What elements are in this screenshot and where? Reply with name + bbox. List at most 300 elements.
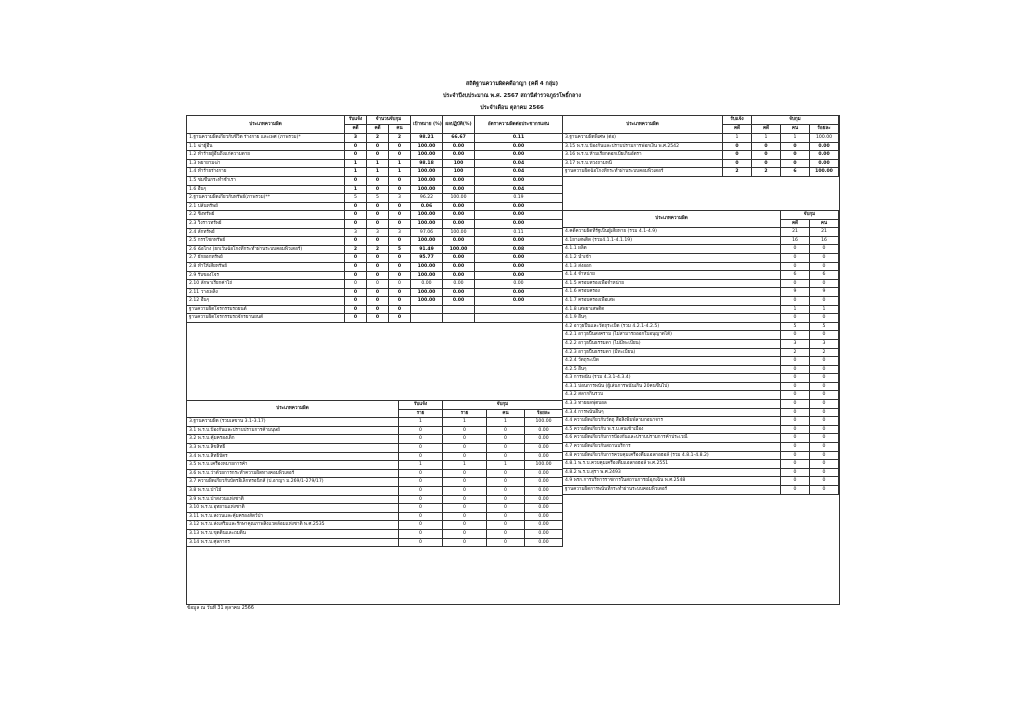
table-row xyxy=(563,151,839,160)
cell-value: 0 xyxy=(345,202,367,211)
col-header-target: เป้าหมาย (%) xyxy=(411,116,443,134)
cell-value: 100.00 xyxy=(411,271,443,280)
table-row xyxy=(187,159,563,168)
cell-value: 0 xyxy=(389,211,411,220)
cell-value: 0 xyxy=(367,314,389,323)
cell-value: 0 xyxy=(810,331,839,340)
table-row xyxy=(563,365,839,374)
cell-value: 2 xyxy=(723,168,752,177)
row-label: 3.17 พ.ร.บ.ทวงถามหนี้ xyxy=(563,159,723,168)
row-label: ฐานความผิดโจรกรรมรถจักรยานยนต์ xyxy=(187,314,345,323)
cell-value: 0 xyxy=(389,314,411,323)
cell-value: 3 xyxy=(781,339,810,348)
cell-value: 0 xyxy=(781,374,810,383)
cell-value: 3 xyxy=(367,228,389,237)
cell-value: 0 xyxy=(389,297,411,306)
cell-value: 100.00 xyxy=(443,245,475,254)
table-row xyxy=(563,408,839,417)
cell-value: 0 xyxy=(810,425,839,434)
row-label: 3.14 พ.ร.บ.ศุลกากร xyxy=(187,538,399,547)
row-label: 1.4 ทำร้ายร่างกาย xyxy=(187,168,345,177)
cell-value: 0 xyxy=(399,486,443,495)
table-row xyxy=(187,461,563,470)
row-label: 2.1 ปล้นทรัพย์ xyxy=(187,202,345,211)
cell-value: 0 xyxy=(443,529,487,538)
row-label: 4.9 พรก.การบริหารราชการในสถานการณ์ฉุกเฉิน พ.ศ.2548 xyxy=(563,477,781,486)
cell-value: 0.00 xyxy=(525,495,563,504)
table-row xyxy=(187,504,563,513)
table-row xyxy=(187,245,563,254)
cell-value: 0.00 xyxy=(525,478,563,487)
table-row xyxy=(187,478,563,487)
cell-value: 6 xyxy=(781,271,810,280)
table-row xyxy=(187,185,563,194)
table-row xyxy=(187,486,563,495)
cell-value: 100.00 xyxy=(443,194,475,203)
cell-value: 0 xyxy=(443,512,487,521)
table-row xyxy=(563,296,839,305)
cell-value: 1 xyxy=(345,185,367,194)
cell-value: 0.00 xyxy=(443,237,475,246)
row-label: 4.3.1 บ่อนการพนัน (ผู้เล่นการพนันเกิน 20คนขึ้นไป) xyxy=(563,382,781,391)
cell-value: 0.00 xyxy=(525,443,563,452)
cell-value: 1 xyxy=(781,134,810,143)
col-header-cases: คดี xyxy=(723,125,752,134)
cell-value: 0 xyxy=(345,142,367,151)
cell-value: 0 xyxy=(345,237,367,246)
report-period: ประจำเดือน ตุลาคม 2566 xyxy=(480,105,544,111)
cell-value: 0 xyxy=(781,279,810,288)
row-label: 3.1 พ.ร.บ.ป้องกันและปราบปรามการค้ามนุษย์ xyxy=(187,426,399,435)
cell-value: 0 xyxy=(487,435,525,444)
cell-value: 0 xyxy=(367,219,389,228)
cell-value: 0 xyxy=(399,521,443,530)
cell-value: 0.00 xyxy=(443,151,475,160)
table-row xyxy=(563,236,839,245)
cell-value: 100.00 xyxy=(525,461,563,470)
cell-value: 0 xyxy=(389,185,411,194)
table-row xyxy=(187,228,563,237)
cell-value: 0 xyxy=(367,151,389,160)
cell-value: 0.00 xyxy=(475,142,563,151)
cell-value: 0 xyxy=(389,202,411,211)
cell-value: 0 xyxy=(367,211,389,220)
table-row xyxy=(187,176,563,185)
col-header-item: ราย xyxy=(399,409,443,418)
table-row xyxy=(187,288,563,297)
table-row xyxy=(563,339,839,348)
cell-value: 0.00 xyxy=(475,297,563,306)
row-label: 4.2 อาวุธปืนและวัตถุระเบิด (รวม 4.2.1-4.2.5) xyxy=(563,322,781,331)
cell-value: 0 xyxy=(389,219,411,228)
col-header-received: รับแจ้ง xyxy=(399,401,443,410)
table-row xyxy=(563,134,839,143)
cell-value: 0 xyxy=(781,382,810,391)
table-row xyxy=(187,512,563,521)
row-label: 3.6 พ.ร.บ.ว่าด้วยการกระทำความผิดทางคอมพิวเตอร์ xyxy=(187,469,399,478)
cell-value: 2 xyxy=(389,134,411,143)
row-label: 2.4 ลักทรัพย์ xyxy=(187,228,345,237)
row-label: 3.5 พ.ร.บ.เครื่องหมายการค้า xyxy=(187,461,399,470)
table-row xyxy=(563,314,839,323)
cell-value: 100.00 xyxy=(443,228,475,237)
cell-value: 100.00 xyxy=(411,185,443,194)
row-label: 4.1.4 จำหน่าย xyxy=(563,271,781,280)
cell-value: 1 xyxy=(752,134,781,143)
row-label: 2.8 ทำให้เสียทรัพย์ xyxy=(187,262,345,271)
table-row xyxy=(187,142,563,151)
cell-value: 0 xyxy=(443,495,487,504)
cell-value: 0.00 xyxy=(443,211,475,220)
cell-value xyxy=(411,305,443,314)
table-row xyxy=(187,168,563,177)
cell-value: 0 xyxy=(367,142,389,151)
cell-value: 0 xyxy=(487,426,525,435)
cell-value: 0.00 xyxy=(443,202,475,211)
col-header-type: ประเภทความผิด xyxy=(187,116,345,134)
cell-value: 0.06 xyxy=(411,202,443,211)
cell-value: 1 xyxy=(367,159,389,168)
cell-value: 0 xyxy=(487,512,525,521)
row-label: 3.4 พ.ร.บ.สิทธิบัตร xyxy=(187,452,399,461)
cell-value: 0 xyxy=(752,159,781,168)
cell-value: 0.00 xyxy=(525,486,563,495)
cell-value: 0 xyxy=(367,305,389,314)
table-row xyxy=(563,425,839,434)
cell-value: 0 xyxy=(389,305,411,314)
table-row xyxy=(187,435,563,444)
cell-value: 2 xyxy=(345,245,367,254)
cell-value: 0 xyxy=(781,142,810,151)
cell-value: 0 xyxy=(367,288,389,297)
table-row xyxy=(563,400,839,409)
cell-value: 5 xyxy=(810,322,839,331)
cell-value: 100.00 xyxy=(525,418,563,427)
row-label: 3.11 พ.ร.บ.สงวนและคุ้มครองสัตว์ป่า xyxy=(187,512,399,521)
cell-value: 0 xyxy=(781,245,810,254)
row-label: 1.5 ข่มขืนกระทำชำเรา xyxy=(187,176,345,185)
row-label: ฐานความผิดการพนันที่กระทำผ่านระบบคอมพิวเตอร์ xyxy=(563,486,781,495)
cell-value: 0 xyxy=(389,271,411,280)
table-row xyxy=(563,391,839,400)
col-header-cases-2: คดี xyxy=(367,125,389,134)
cell-value: 1 xyxy=(443,461,487,470)
cell-value: 0 xyxy=(487,469,525,478)
cell-value: 0 xyxy=(389,254,411,263)
cell-value: 0 xyxy=(487,538,525,547)
cell-value: 1 xyxy=(781,305,810,314)
cell-value: 0 xyxy=(781,451,810,460)
cell-value: 0 xyxy=(810,279,839,288)
cell-value: 100.00 xyxy=(411,237,443,246)
cell-value: 0.08 xyxy=(475,245,563,254)
table-row xyxy=(187,202,563,211)
col-header-cases: คดี xyxy=(345,125,367,134)
row-label: 1.1 ฆ่าผู้อื่น xyxy=(187,142,345,151)
cell-value: 3 xyxy=(345,228,367,237)
cell-value: 0 xyxy=(810,314,839,323)
col-header-item-2: ราย xyxy=(443,409,487,418)
cell-value: 0 xyxy=(367,254,389,263)
cell-value: 0.04 xyxy=(475,159,563,168)
cell-value: 0.00 xyxy=(525,521,563,530)
cell-value xyxy=(475,305,563,314)
row-label: 4.1.9 อื่นๆ xyxy=(563,314,781,323)
cell-value: 0.00 xyxy=(443,142,475,151)
table-row xyxy=(187,237,563,246)
cell-value: 0.00 xyxy=(475,176,563,185)
cell-value: 0.00 xyxy=(810,142,839,151)
cell-value: 0 xyxy=(781,253,810,262)
col-header-arrest: จับกุม xyxy=(752,116,839,125)
col-header-count: จำนวนจับกุม xyxy=(367,116,411,125)
row-label: 3.3 พ.ร.บ.ลิขสิทธิ์ xyxy=(187,443,399,452)
cell-value: 0 xyxy=(487,495,525,504)
cell-value: 0 xyxy=(810,434,839,443)
cell-value: 0 xyxy=(810,374,839,383)
table-row xyxy=(563,460,839,469)
cell-value: 95.77 xyxy=(411,254,443,263)
table-row xyxy=(187,271,563,280)
cell-value: 0 xyxy=(389,151,411,160)
cell-value: 0 xyxy=(781,425,810,434)
cell-value: 66.67 xyxy=(443,134,475,143)
table-row xyxy=(187,151,563,160)
right-top-table xyxy=(562,115,839,177)
cell-value: 0 xyxy=(367,297,389,306)
col-header-result: ผลปฏิบัติ(%) xyxy=(443,116,475,134)
cell-value: 0.00 xyxy=(475,280,563,289)
cell-value: 1 xyxy=(389,168,411,177)
cell-value: 0.00 xyxy=(525,435,563,444)
table-row xyxy=(187,194,563,203)
cell-value: 0 xyxy=(443,478,487,487)
row-label: 3.10 พ.ร.บ.อุทยานแห่งชาติ xyxy=(187,504,399,513)
cell-value: 100 xyxy=(443,168,475,177)
row-label: ฐานความผิดโจรกรรมรถยนต์ xyxy=(187,305,345,314)
cell-value: 0 xyxy=(781,357,810,366)
cell-value: 1 xyxy=(723,134,752,143)
cell-value: 0 xyxy=(399,443,443,452)
cell-value: 0 xyxy=(781,296,810,305)
row-label: 4.8 ความผิดเกี่ยวกับการควบคุมเครื่องดื่มแอลกอฮอล์ (รวม 4.8.1-4.8.2) xyxy=(563,451,781,460)
cell-value: 6 xyxy=(810,271,839,280)
cell-value: 0 xyxy=(399,469,443,478)
cell-value: 0 xyxy=(781,434,810,443)
row-label: 4.1.2 นำเข้า xyxy=(563,253,781,262)
cell-value: 1 xyxy=(487,461,525,470)
row-label: 4.1.3 ส่งออก xyxy=(563,262,781,271)
cell-value: 0 xyxy=(345,176,367,185)
row-label: 3.16 พ.ร.บ.ห้ามเรียกดอกเบี้ยเกินอัตรา xyxy=(563,151,723,160)
table-row xyxy=(187,314,563,323)
left-bottom-table xyxy=(186,400,563,547)
row-label: 3.ฐานความผิดพิเศษ (ต่อ) xyxy=(563,134,723,143)
cell-value: 0.00 xyxy=(475,237,563,246)
table-row xyxy=(563,477,839,486)
cell-value: 0 xyxy=(810,245,839,254)
cell-value: 0 xyxy=(399,495,443,504)
cell-value: 0 xyxy=(810,417,839,426)
cell-value: 0 xyxy=(810,486,839,495)
cell-value: 0.00 xyxy=(475,211,563,220)
cell-value: 0 xyxy=(345,262,367,271)
row-label: 2.9 รับของโจร xyxy=(187,271,345,280)
cell-value: 98.18 xyxy=(411,159,443,168)
cell-value: 100.00 xyxy=(411,211,443,220)
cell-value: 1 xyxy=(443,418,487,427)
table-row xyxy=(187,538,563,547)
row-label: 4.7 ความผิดเกี่ยวกับสถานบริการ xyxy=(563,443,781,452)
table-row xyxy=(187,262,563,271)
cell-value: 0 xyxy=(345,297,367,306)
table-row xyxy=(563,374,839,383)
table-row xyxy=(187,521,563,530)
cell-value: 1 xyxy=(345,168,367,177)
cell-value: 0 xyxy=(389,237,411,246)
cell-value: 1 xyxy=(487,418,525,427)
cell-value: 0 xyxy=(810,296,839,305)
cell-value: 0.00 xyxy=(475,262,563,271)
table-row xyxy=(187,469,563,478)
cell-value: 0 xyxy=(389,280,411,289)
table-row xyxy=(187,280,563,289)
row-label: 2.5 กรรโชกทรัพย์ xyxy=(187,237,345,246)
cell-value xyxy=(443,305,475,314)
col-header-cases: คดี xyxy=(781,219,810,228)
cell-value: 100.00 xyxy=(411,288,443,297)
col-header-type: ประเภทความผิด xyxy=(563,116,723,134)
cell-value: 0 xyxy=(345,254,367,263)
cell-value: 100.00 xyxy=(411,176,443,185)
cell-value: 0 xyxy=(367,280,389,289)
cell-value: 98.21 xyxy=(411,134,443,143)
cell-value: 100 xyxy=(443,159,475,168)
cell-value: 0.00 xyxy=(443,176,475,185)
cell-value: 0 xyxy=(781,365,810,374)
table-row xyxy=(187,452,563,461)
cell-value: 0 xyxy=(389,142,411,151)
cell-value: 1 xyxy=(399,418,443,427)
cell-value: 21 xyxy=(810,228,839,237)
table-row xyxy=(563,443,839,452)
cell-value: 0 xyxy=(810,262,839,271)
cell-value: 0 xyxy=(781,477,810,486)
cell-value: 2 xyxy=(810,348,839,357)
col-header-arrest: จับกุม xyxy=(781,211,839,220)
cell-value: 0 xyxy=(399,504,443,513)
cell-value: 0 xyxy=(443,521,487,530)
row-label: 4.คดีความผิดที่รัฐเป็นผู้เสียหาย (รวม 4.1-4.9) xyxy=(563,228,781,237)
table-row xyxy=(563,279,839,288)
row-label: 4.1.6 ครอบครอง xyxy=(563,288,781,297)
cell-value: 0 xyxy=(752,151,781,160)
cell-value: 0 xyxy=(810,400,839,409)
cell-value: 0 xyxy=(443,443,487,452)
row-label: 4.1.8 เสพยาเสพติด xyxy=(563,305,781,314)
cell-value: 6 xyxy=(781,168,810,177)
cell-value: 0.00 xyxy=(475,254,563,263)
row-label: 4.3.3 ทายผลฟุตบอล xyxy=(563,400,781,409)
row-label: 4.2.4 วัตถุระเบิด xyxy=(563,357,781,366)
row-label: 3.9 พ.ร.บ.ป่าสงวนแห่งชาติ xyxy=(187,495,399,504)
row-label: 2.2 ชิงทรัพย์ xyxy=(187,211,345,220)
cell-value: 0 xyxy=(399,512,443,521)
cell-value: 16 xyxy=(810,236,839,245)
row-label: 4.1.7 ครอบครองเพื่อเสพ xyxy=(563,296,781,305)
cell-value: 0 xyxy=(345,314,367,323)
cell-value: 0 xyxy=(781,151,810,160)
cell-value: 0 xyxy=(810,460,839,469)
table-row xyxy=(187,134,563,143)
table-row xyxy=(563,305,839,314)
cell-value: 0 xyxy=(399,435,443,444)
report-title: สถิติฐานความผิดคดีอาญา (คดี 4 กลุ่ม) xyxy=(465,81,559,87)
row-label: 4.1.5 ครอบครองเพื่อจำหน่าย xyxy=(563,279,781,288)
row-label: 4.8.1 พ.ร.บ.ควบคุมเครื่องดื่มแอลกอฮอล์ พ.ศ.2551 xyxy=(563,460,781,469)
cell-value: 5 xyxy=(781,322,810,331)
cell-value: 100.00 xyxy=(810,134,839,143)
cell-value: 0 xyxy=(443,504,487,513)
col-header-cases-2: คดี xyxy=(752,125,781,134)
cell-value: 0.00 xyxy=(475,288,563,297)
cell-value: 1 xyxy=(345,159,367,168)
row-label: 4.4 ความผิดเกี่ยวกับวัตถุ สื่อสิ่งพิมพ์ลามกอนาจาร xyxy=(563,417,781,426)
cell-value: 3 xyxy=(810,339,839,348)
cell-value: 0 xyxy=(443,435,487,444)
cell-value: 3 xyxy=(345,134,367,143)
cell-value: 0 xyxy=(367,176,389,185)
col-header-received: รับแจ้ง xyxy=(345,116,367,125)
row-label: 4.3.4 การพนันอื่นๆ xyxy=(563,408,781,417)
row-label: 3.7 ความผิดเกี่ยวกับบัตรอิเล็กทรอนิกส์ (ป.อาญา ม.269/1-279/17) xyxy=(187,478,399,487)
col-header-person: คน xyxy=(810,219,839,228)
cell-value: 0 xyxy=(443,486,487,495)
table-row xyxy=(187,219,563,228)
col-header-person: คน xyxy=(487,409,525,418)
cell-value: 0 xyxy=(367,237,389,246)
cell-value: 0 xyxy=(781,331,810,340)
cell-value: 0.00 xyxy=(810,159,839,168)
table-row xyxy=(187,305,563,314)
cell-value: 0 xyxy=(389,176,411,185)
cell-value: 9 xyxy=(781,288,810,297)
cell-value: 0 xyxy=(399,426,443,435)
table-row xyxy=(187,418,563,427)
row-label: 4.2.5 อื่นๆ xyxy=(563,365,781,374)
row-label: 4.6 ความผิดเกี่ยวกับการป้องกันและปราบปรามการค้าประเวณี xyxy=(563,434,781,443)
cell-value: 9 xyxy=(810,288,839,297)
row-label: 2.3 วิ่งราวทรัพย์ xyxy=(187,219,345,228)
cell-value: 0 xyxy=(781,460,810,469)
table-row xyxy=(187,211,563,220)
col-header-type: ประเภทความผิด xyxy=(563,211,781,228)
cell-value: 0 xyxy=(443,452,487,461)
cell-value: 0.00 xyxy=(525,512,563,521)
cell-value: 0 xyxy=(345,288,367,297)
row-label: 3.8 พ.ร.บ.ป่าไม้ xyxy=(187,486,399,495)
table-row xyxy=(563,288,839,297)
cell-value: 0 xyxy=(487,521,525,530)
row-label: 4.2.2 อาวุธปืนธรรมดา (ไม่มีทะเบียน) xyxy=(563,339,781,348)
row-label: 4.2.1 อาวุธปืนสงคราม (ไม่สามารถออกใบอนุญาตได้) xyxy=(563,331,781,340)
cell-value: 21 xyxy=(781,228,810,237)
cell-value: 0 xyxy=(781,468,810,477)
cell-value: 0.00 xyxy=(443,254,475,263)
table-row xyxy=(563,468,839,477)
cell-value: 0.00 xyxy=(411,280,443,289)
cell-value: 100.00 xyxy=(411,262,443,271)
